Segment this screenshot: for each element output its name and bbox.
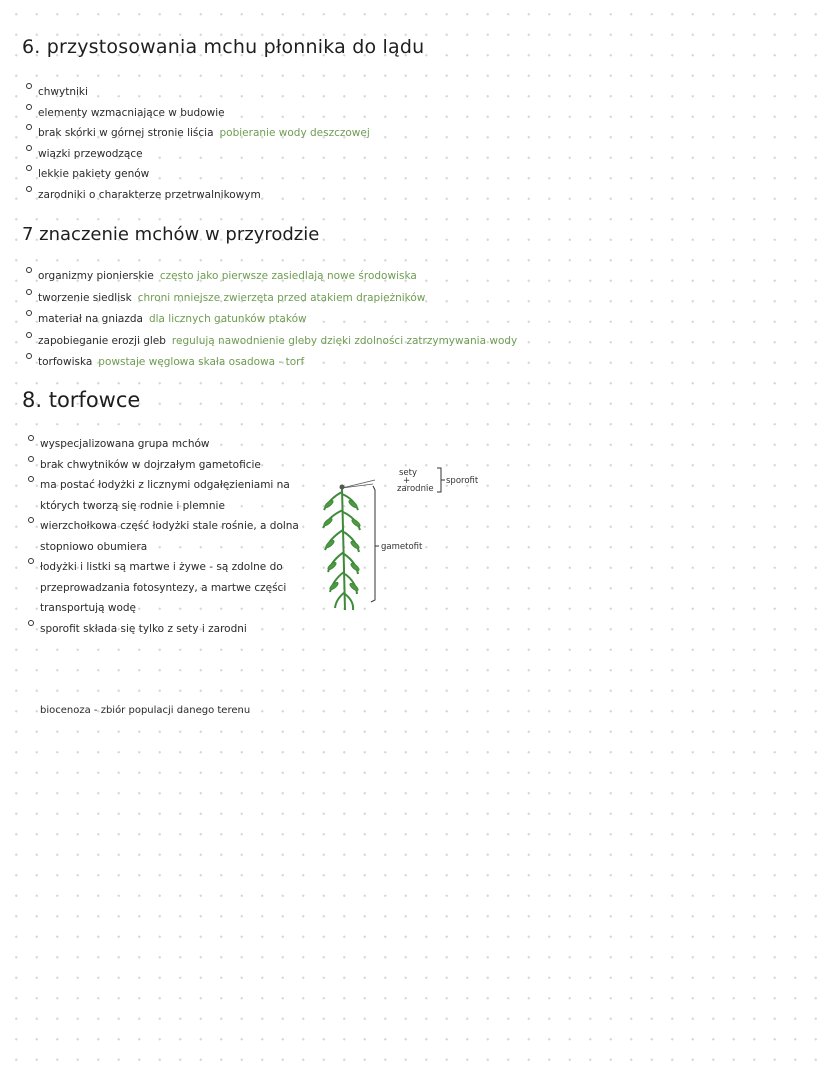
list-item: brak skórki w górnej stronie liścia pobieranie wody deszczowej [38, 123, 370, 144]
green-note: często jako pierwsze zasiedlają nowe środowiska [159, 270, 417, 282]
list-item: materiał na gniazda dla licznych gatunków ptaków [38, 309, 517, 331]
list-item: torfowiska powstaje węglowa skała osadowa - torf [38, 352, 517, 374]
label-gametofit: gametofit [381, 542, 423, 552]
section-6-title: 6. przystosowania mchu płonnika do lądu [22, 36, 425, 58]
list-item: wyspecjalizowana grupa mchów [40, 434, 315, 455]
bullet-icon [26, 332, 32, 338]
label-sporofit: sporofit [446, 476, 479, 486]
bullet-icon [26, 124, 32, 130]
list-item: zarodniki o charakterze przetrwalnikowym [38, 185, 370, 206]
list-item: lekkie pakiety genów [38, 164, 370, 185]
list-item: ma postać łodyżki z licznymi odgałęzieniami na których tworzą się rodnie i plemnie [40, 475, 315, 516]
label-zarodnie: zarodnie [397, 484, 434, 494]
sporofit-bracket [437, 468, 441, 492]
bullet-icon [28, 435, 34, 441]
list-item: sporofit składa się tylko z sety i zarodni [40, 619, 315, 640]
list-item: zapobieganie erozji gleb regulują nawodnienie gleby dzięki zdolności zatrzymywania wody [38, 331, 517, 353]
peat-moss-diagram [315, 460, 515, 620]
list-item: elementy wzmacniające w budowie [38, 103, 370, 124]
bullet-icon [26, 353, 32, 359]
bullet-icon [28, 620, 34, 626]
section-8-title: 8. torfowce [22, 388, 141, 412]
bullet-icon [26, 289, 32, 295]
bullet-icon [26, 165, 32, 171]
bullet-icon [28, 517, 34, 523]
green-note: regulują nawodnienie gleby dzięki zdolności zatrzymywania wody [171, 334, 518, 347]
bullet-icon [26, 310, 32, 316]
list-item: łodyżki i listki są martwe i żywe - są zdolne do przeprowadzania fotosyntezy, a martwe części transportują wodę [40, 557, 315, 619]
biocenoza-note: biocenoza - zbiór populacji danego terenu [40, 705, 251, 716]
list-item: wierzchołkowa część łodyżki stale rośnie, a dolna stopniowo obumiera [40, 516, 315, 557]
bullet-icon [26, 186, 32, 192]
section-6-list [38, 82, 370, 205]
green-note: pobieranie wody deszczowej [219, 127, 370, 139]
bullet-icon [28, 456, 34, 462]
list-item: brak chwytników w dojrzałym gametoficie [40, 455, 315, 476]
bullet-icon [26, 267, 32, 273]
green-note: chroni mniejsze zwierzęta przed atakiem drapieżników [137, 291, 426, 304]
green-note: powstaje węglowa skała osadowa - torf [98, 356, 305, 368]
label-sety: sety [399, 468, 418, 478]
bullet-icon [28, 558, 34, 564]
bullet-icon [26, 104, 32, 110]
list-item: wiązki przewodzące [38, 144, 370, 165]
bullet-icon [26, 145, 32, 151]
list-item: tworzenie siedlisk chroni mniejsze zwierzęta przed atakiem drapieżników [38, 288, 517, 310]
section-8-list [40, 434, 315, 639]
list-item: organizmy pionierskie często jako pierwsze zasiedlają nowe środowiska [38, 266, 517, 288]
gametofit-bracket [371, 486, 375, 602]
label-plus: + [403, 476, 411, 486]
section-7-title: 7 znaczenie mchów w przyrodzie [22, 224, 320, 245]
list-item: chwytniki [38, 82, 370, 103]
peat-moss-plant-illustration [323, 480, 375, 610]
green-note: dla licznych gatunków ptaków [148, 313, 307, 325]
bullet-icon [28, 476, 34, 482]
bullet-icon [26, 83, 32, 89]
section-7-list [38, 266, 517, 374]
